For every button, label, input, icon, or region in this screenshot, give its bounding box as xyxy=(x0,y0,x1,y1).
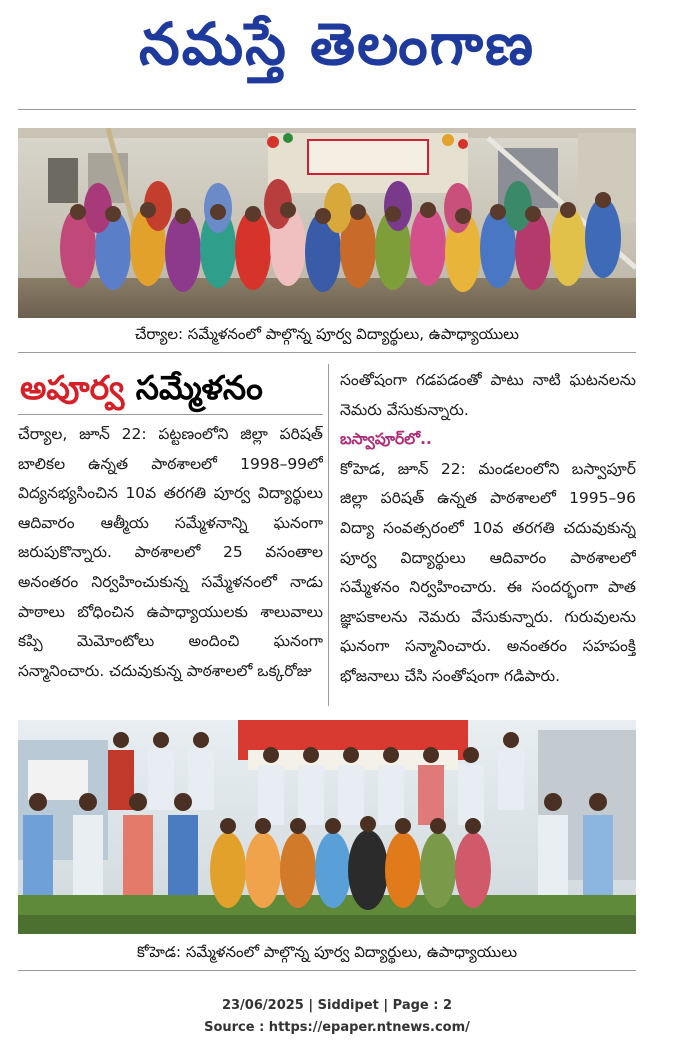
top-photo-caption: చేర్యాల: సమ్మేళనంలో పాల్గొన్న పూర్వ విద్యార్థులు, ఉపాధ్యాయులు xyxy=(135,325,519,343)
masthead xyxy=(0,0,674,90)
article-headline xyxy=(20,366,263,410)
left-column-text: చేర్యాల, జూన్ 22: పట్టణంలోని జిల్లా పరిషత్ బాలికల ఉన్నత పాఠశాలలో 1998–99లో విద్యనభ్యసించిన 10వ తరగతి పూర్వ విద్యార్థులు ఆదివారం ఆత్మీయ సమ్మేళనాన్ని ఘనంగా జరుపుకొన్నారు. పాఠశాలలో 25 వసంతాల అనంతరం నిర్వహించుకున్న సమ్మేళనంలో నాడు పాఠాలు బోధించిన ఉపాధ్యాయులకు శాలువాలు కప్పి మెమోంటోలు అందించి ఘనంగా సన్మానించారు. చదువుకున్న పాఠశాలలో ఒక్కరోజు xyxy=(18,425,323,680)
bottom-group-photo xyxy=(18,720,636,934)
bottom-photo-caption: కోహెడ: సమ్మేళనంలో పాల్గొన్న పూర్వ విద్యార్థులు, ఉపాధ్యాయులు xyxy=(136,943,518,961)
headline-underline xyxy=(18,414,323,415)
newspaper-logo: నమస్తే తెలంగాణ xyxy=(139,10,535,78)
article-subhead: బస్వాపూర్‌లో.. xyxy=(340,430,432,449)
right-column-intro: సంతోషంగా గడపడంతో పాటు నాటి ఘటనలను నెమరు వేసుకున్నారు. xyxy=(340,371,636,419)
headline-black-word: సమ్మేళనం xyxy=(135,368,263,407)
footer-source: Source : https://epaper.ntnews.com/ xyxy=(204,1020,470,1035)
article-right-column xyxy=(340,366,636,711)
article-left-column xyxy=(18,420,323,708)
footer-divider xyxy=(18,970,636,971)
top-group-photo xyxy=(18,128,636,318)
headline-red-word: అపూర్వ xyxy=(20,368,125,407)
column-divider xyxy=(328,364,329,706)
caption-divider xyxy=(18,352,636,353)
right-column-body: కోహెడ, జూన్ 22: మండలంలోని బస్వాపూర్ జిల్లా పరిషత్ ఉన్నత పాఠశాలలో 1995–96 విద్యా సంవత్సరంలో 10వ తరగతి చదువుకున్న పూర్వ విద్యార్థులు ఆదివారం పాఠశాలలో సమ్మేళనం నిర్వహించారు. ఈ సందర్భంగా పాత జ్ఞాపకాలను నెమరు వేసుకున్నారు. గురువులను ఘనంగా సన్మానించారు. అనంతరం సహపంక్తి భోజనాలు చేసి సంతోషంగా గడిపారు. xyxy=(340,459,636,685)
footer-date-page: 23/06/2025 | Siddipet | Page : 2 xyxy=(221,998,453,1013)
masthead-divider xyxy=(18,109,636,110)
